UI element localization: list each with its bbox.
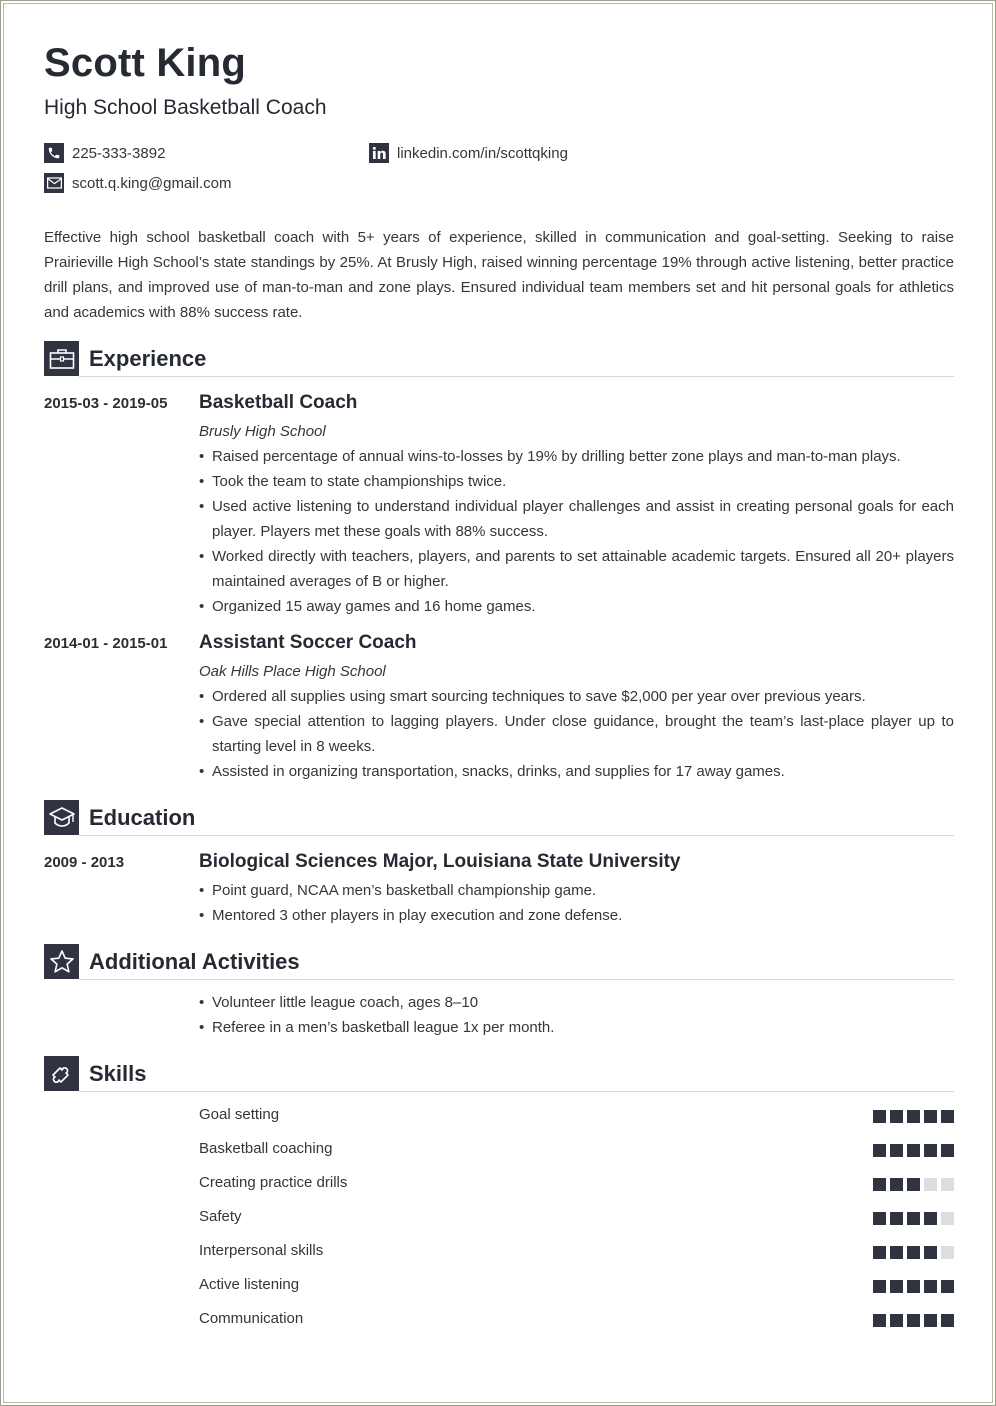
experience-heading: Experience xyxy=(89,346,207,371)
skill-name: Basketball coaching xyxy=(199,1140,333,1157)
skill-rating xyxy=(869,1110,954,1123)
rating-dot-filled xyxy=(924,1212,937,1225)
list-item: • Assisted in organizing transportation, snacks, drinks, and supplies for 17 away games. xyxy=(199,759,954,784)
contact-email xyxy=(44,173,231,193)
linkedin-text[interactable]: linkedin.com/in/scottqking xyxy=(397,144,568,162)
list-item: • Took the team to state championships twice. xyxy=(199,469,954,494)
list-item: • Point guard, NCAA men’s basketball championship game. xyxy=(199,878,954,903)
rating-dot-filled xyxy=(890,1246,903,1259)
rating-dot-filled xyxy=(907,1178,920,1191)
rating-dot-filled xyxy=(890,1212,903,1225)
skill-name: Safety xyxy=(199,1208,242,1225)
skill-row xyxy=(199,1242,954,1262)
rating-dot-empty xyxy=(941,1246,954,1259)
section-divider xyxy=(79,979,954,980)
skill-rating xyxy=(869,1246,954,1259)
rating-dot-filled xyxy=(907,1314,920,1327)
rating-dot-filled xyxy=(873,1212,886,1225)
job-employer: Oak Hills Place High School xyxy=(199,663,386,680)
rating-dot-filled xyxy=(890,1144,903,1157)
rating-dot-filled xyxy=(924,1314,937,1327)
list-item: • Ordered all supplies using smart sourcing techniques to save $2,000 per year over previous years. xyxy=(199,684,954,709)
skill-rating xyxy=(869,1280,954,1293)
rating-dot-filled xyxy=(907,1246,920,1259)
skill-rating xyxy=(869,1178,954,1191)
section-divider xyxy=(79,376,954,377)
rating-dot-empty xyxy=(941,1178,954,1191)
skills-heading: Skills xyxy=(89,1061,147,1086)
rating-dot-filled xyxy=(907,1280,920,1293)
skill-row xyxy=(199,1174,954,1194)
linkedin-icon xyxy=(369,143,389,163)
skill-row xyxy=(199,1106,954,1126)
rating-dot-filled xyxy=(873,1110,886,1123)
skill-name: Goal setting xyxy=(199,1106,280,1123)
skill-row xyxy=(199,1310,954,1330)
skill-name: Interpersonal skills xyxy=(199,1242,324,1259)
star-icon xyxy=(44,944,79,979)
job-title: Basketball Coach xyxy=(199,392,358,413)
email-text[interactable]: scott.q.king@gmail.com xyxy=(72,174,232,192)
education-dates: 2009 - 2013 xyxy=(44,854,125,871)
rating-dot-filled xyxy=(941,1144,954,1157)
list-item: • Mentored 3 other players in play execution and zone defense. xyxy=(199,903,954,928)
section-divider xyxy=(79,1091,954,1092)
section-divider xyxy=(79,835,954,836)
rating-dot-filled xyxy=(873,1280,886,1293)
candidate-name: Scott King xyxy=(44,41,246,85)
rating-dot-filled xyxy=(873,1144,886,1157)
list-item: • Worked directly with teachers, players, and parents to set attainable academic targets. Ensured all 20+ players maintained averages of B or higher. xyxy=(199,544,954,594)
rating-dot-filled xyxy=(941,1110,954,1123)
job-dates: 2015-03 - 2019-05 xyxy=(44,395,168,412)
skill-row xyxy=(199,1140,954,1160)
rating-dot-filled xyxy=(890,1314,903,1327)
rating-dot-filled xyxy=(924,1144,937,1157)
graduation-cap-icon xyxy=(44,800,79,835)
job-dates: 2014-01 - 2015-01 xyxy=(44,635,168,652)
job-title: Assistant Soccer Coach xyxy=(199,632,417,653)
list-item: • Used active listening to understand individual player challenges and assist in creating personal goals for each player. Players met these goals with 88% success. xyxy=(199,494,954,544)
job-bullets xyxy=(199,444,954,619)
professional-summary: Effective high school basketball coach with 5+ years of experience, skilled in communication and goal-setting. Seeking to raise Prairieville High School’s state standings by 25%. At Brusly High, raised winning percentage 19% through active listening, better practice drill plans, and improved use of man-to-man and zone plays. Ensured individual team members set and hit personal goals for athletics and academics with 88% success rate. xyxy=(44,229,954,321)
rating-dot-filled xyxy=(890,1110,903,1123)
list-item: • Organized 15 away games and 16 home games. xyxy=(199,594,954,619)
skill-name: Creating practice drills xyxy=(199,1174,348,1191)
rating-dot-empty xyxy=(924,1178,937,1191)
rating-dot-filled xyxy=(907,1110,920,1123)
rating-dot-filled xyxy=(924,1246,937,1259)
skill-name: Active listening xyxy=(199,1276,300,1293)
envelope-icon xyxy=(44,173,64,193)
rating-dot-filled xyxy=(890,1178,903,1191)
skill-name: Communication xyxy=(199,1310,304,1327)
list-item: • Gave special attention to lagging players. Under close guidance, brought the team’s last-place player up to starting level in 8 weeks. xyxy=(199,709,954,759)
rating-dot-filled xyxy=(924,1280,937,1293)
rating-dot-filled xyxy=(907,1144,920,1157)
education-heading: Education xyxy=(89,805,196,830)
briefcase-icon xyxy=(44,341,79,376)
list-item: • Raised percentage of annual wins-to-losses by 19% by drilling better zone plays and man-to-man plays. xyxy=(199,444,954,469)
job-bullets xyxy=(199,684,954,784)
rating-dot-filled xyxy=(873,1314,886,1327)
rating-dot-filled xyxy=(941,1314,954,1327)
education-degree: Biological Sciences Major, Louisiana State University xyxy=(199,851,681,872)
candidate-title: High School Basketball Coach xyxy=(44,96,327,119)
list-item: • Volunteer little league coach, ages 8–10 xyxy=(199,990,954,1015)
job-employer: Brusly High School xyxy=(199,423,326,440)
phone-icon xyxy=(44,143,64,163)
rating-dot-filled xyxy=(873,1246,886,1259)
activities-heading: Additional Activities xyxy=(89,949,300,974)
rating-dot-filled xyxy=(890,1280,903,1293)
contact-linkedin xyxy=(369,143,568,163)
rating-dot-filled xyxy=(924,1110,937,1123)
contact-phone xyxy=(44,143,165,163)
rating-dot-filled xyxy=(941,1280,954,1293)
skill-rating xyxy=(869,1314,954,1327)
skill-rating xyxy=(869,1212,954,1225)
skill-row xyxy=(199,1208,954,1228)
skill-rating xyxy=(869,1144,954,1157)
education-section-header xyxy=(44,800,954,836)
education-bullets xyxy=(199,878,954,928)
activities-section-header xyxy=(44,944,954,980)
list-item: • Referee in a men’s basketball league 1x per month. xyxy=(199,1015,954,1040)
experience-section-header xyxy=(44,341,954,377)
activities-bullets xyxy=(199,990,954,1040)
rating-dot-filled xyxy=(873,1178,886,1191)
rating-dot-empty xyxy=(941,1212,954,1225)
phone-text: 225-333-3892 xyxy=(72,144,166,162)
skills-section-header xyxy=(44,1056,954,1092)
puzzle-piece-icon xyxy=(44,1056,79,1091)
rating-dot-filled xyxy=(907,1212,920,1225)
skill-row xyxy=(199,1276,954,1296)
